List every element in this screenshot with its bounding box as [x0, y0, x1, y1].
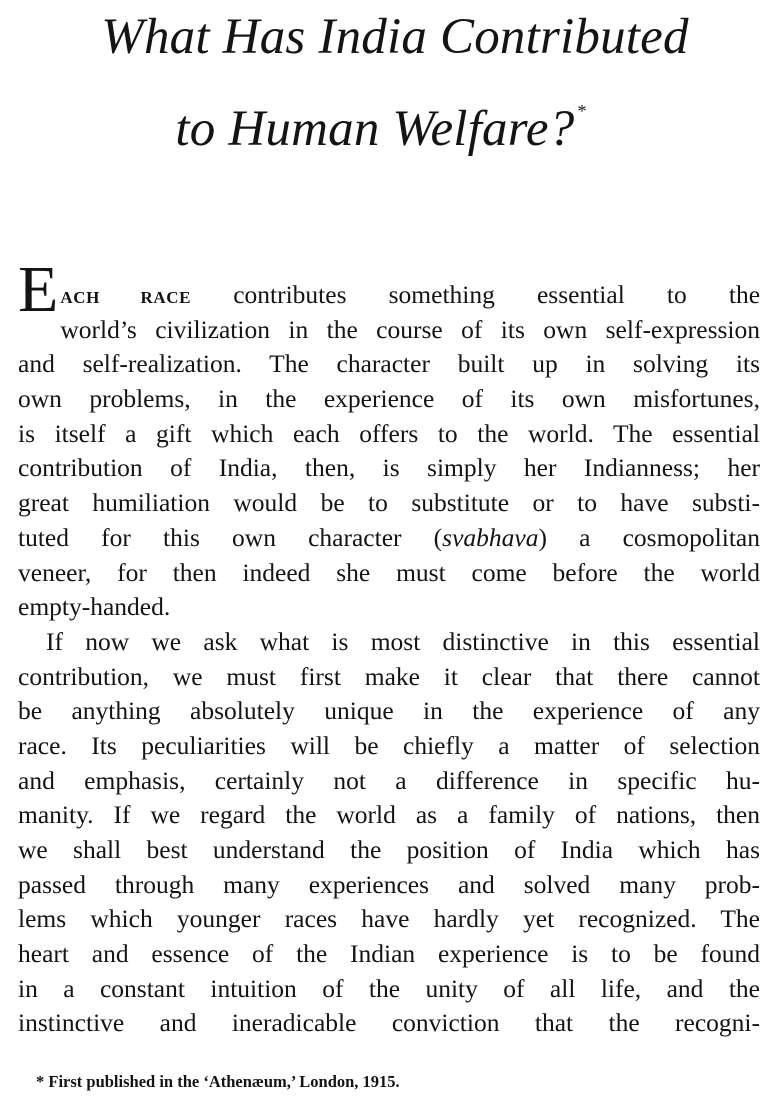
paragraph-2-line-3: be anything absolutely unique in the experience of any — [18, 696, 760, 726]
drop-cap: E — [18, 253, 59, 326]
svabhava-before: tuted for this own character ( — [18, 522, 443, 552]
title-text-1: What Has India Contributed — [101, 9, 689, 65]
paragraph-1-first-line-text: contributes something essential to the — [233, 280, 761, 309]
paragraph-1-line-3: and self-realization. The character built up in solving its — [18, 349, 760, 379]
paragraph-1-line-10: empty-handed. — [18, 592, 171, 622]
paragraph-2-line-6: manity. If we regard the world as a family of nations, then — [18, 800, 760, 830]
paragraph-1-line-7: great humiliation would be to substitute or to have substi- — [18, 488, 760, 518]
title-footnote-mark: * — [577, 101, 587, 121]
footnote-mark: * — [36, 1072, 45, 1091]
paragraph-1-line-1 — [18, 262, 760, 313]
paragraph-1-line-9: veneer, for then indeed she must come before the world — [18, 557, 760, 587]
paragraph-2-line-9: lems which younger races have hardly yet recognized. The — [18, 904, 760, 934]
paragraph-1-line-8 — [18, 521, 760, 556]
paragraph-2-line-12: instinctive and ineradicable conviction that the recogni- — [18, 1008, 760, 1038]
paragraph-2-line-4: race. Its peculiarities will be chiefly a matter of selection — [18, 730, 760, 760]
opening-small-caps: ACH RACE — [60, 288, 192, 307]
chapter-title-line-2 — [0, 101, 771, 157]
svabhava-after: ) a cosmopolitan — [538, 522, 760, 552]
paragraph-2-line-10: heart and essence of the Indian experience is to be found — [18, 939, 760, 969]
footnote-text: First published in the ‘Athenæum,’ London, 1915. — [48, 1072, 400, 1091]
paragraph-1-line-2: world’s civilization in the course of its own self-expression — [60, 314, 760, 344]
body-text — [18, 253, 761, 1041]
paragraph-1-line-6: contribution of India, then, is simply her Indianness; her — [18, 453, 760, 483]
title-text-2: to Human Welfare? — [175, 101, 575, 157]
paragraph-2-line-1: If now we ask what is most distinctive in this essential — [46, 626, 760, 656]
paragraph-1-line-4: own problems, in the experience of its own misfortunes, — [18, 384, 760, 414]
paragraph-2-line-7: we shall best understand the position of India which has — [18, 835, 760, 864]
footnote — [36, 1072, 400, 1092]
paragraph-1-line-5: is itself a gift which each offers to the world. The essential — [18, 418, 760, 448]
chapter-title-line-1 — [5, 9, 780, 65]
svabhava-term: svabhava — [442, 522, 539, 552]
paragraph-2-line-11: in a constant intuition of the unity of all life, and the — [18, 973, 760, 1003]
paragraph-2-line-8: passed through many experiences and solved many prob- — [18, 869, 760, 899]
paragraph-2-line-2: contribution, we must first make it clear that there cannot — [18, 661, 760, 691]
paragraph-2-line-5: and emphasis, certainly not a difference in specific hu- — [18, 765, 760, 795]
